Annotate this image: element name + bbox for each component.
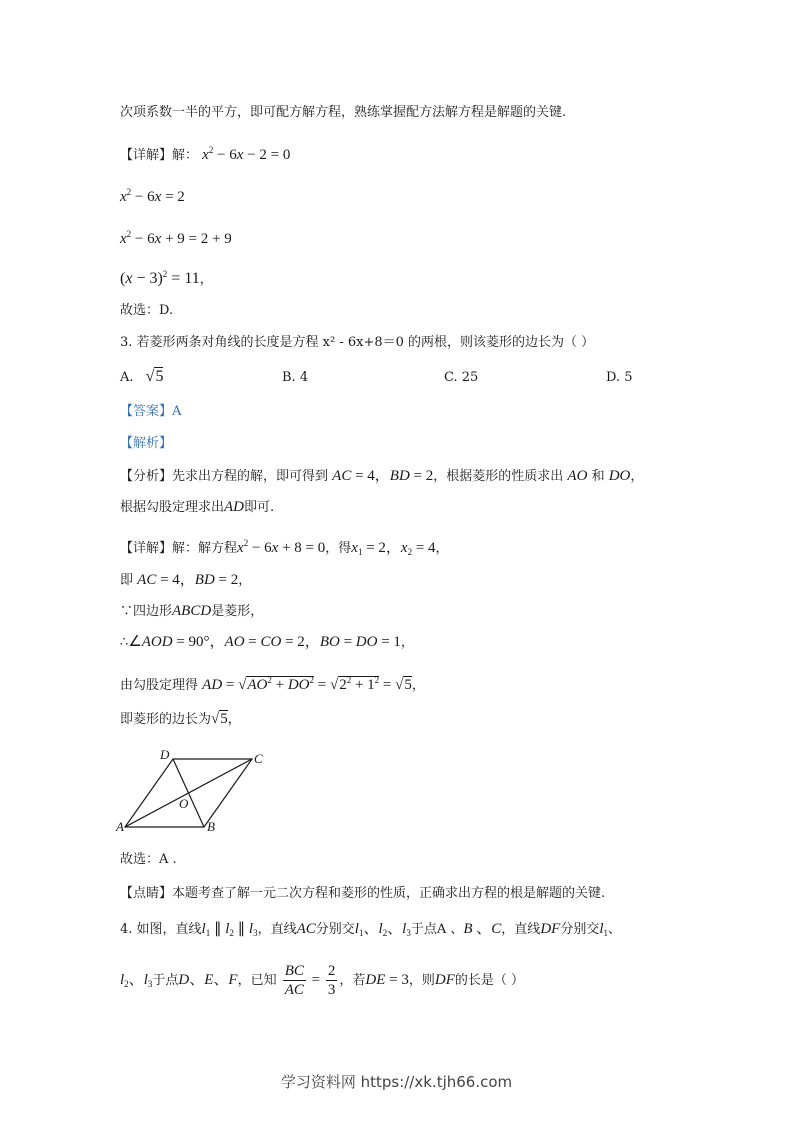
diagonal-bd [173, 759, 204, 827]
analysis-line: 根据勾股定理求出AD即可. [120, 499, 275, 515]
conclusion: 故选：A . [120, 852, 177, 867]
label-a: A [116, 819, 124, 834]
solution-line: 即菱形的边长为√5， [120, 711, 241, 727]
text-line: 次项系数一半的平方，即可配方解方程，熟练掌握配方法解方程是解题的关键. [120, 105, 567, 120]
solution-line: ∵四边形ABCD是菱形， [120, 603, 264, 619]
equation: $x^2 - 6x = 2$ [120, 187, 185, 205]
rhombus-figure [112, 745, 272, 840]
question-4: $l_2$、$l_3$于点D、E、F，已知 $\frac{BC}{AC}$ = $\frac{2}{3}$ ，若DE = 3，则DF的长是（ ） [120, 963, 525, 998]
solution-line [120, 140, 290, 166]
question-3: 3. 若菱形两条对角线的长度是方程 x² - 6x+8＝0 的两根，则该菱形的边长为（ ） [120, 335, 595, 350]
label-d: D [160, 747, 170, 762]
equation: $x^2 - 6x - 2 = 0$ [202, 145, 291, 163]
solution-line: ∴∠AOD = 90°，AO = CO = 2，BO = DO = 1， [120, 634, 414, 650]
option-d: D. 5 [606, 370, 633, 385]
equation: $x^2 - 6x + 9 = 2 + 9$ [120, 229, 232, 247]
conclusion: 故选：D. [120, 303, 174, 318]
solution-tag: 【详解】解： [120, 148, 199, 163]
solution-line: 即 AC = 4，BD = 2， [120, 572, 252, 588]
equation-line: $(x - 3)^2 = 11$， [120, 269, 213, 287]
analysis-line: 【分析】先求出方程的解，即可得到 AC = 4，BD = 2，根据菱形的性质求出 AO 和 DO， [120, 468, 644, 484]
comment: 【点睛】本题考查了解一元二次方程和菱形的性质，正确求出方程的根是解题的关键. [120, 886, 606, 901]
label-o: O [179, 796, 189, 811]
label-b: B [207, 819, 215, 834]
footer-watermark: 学习资料网 https://xk.tjh66.com [280, 1073, 513, 1091]
equation: $(x - 3)^2 = 11$ [120, 269, 200, 287]
answer-label: 【答案】A [120, 404, 182, 419]
fraction-bc-ac: $\frac{BC}{AC}$ [284, 963, 304, 998]
analysis-label: 【解析】 [120, 436, 173, 451]
question-4: 4. 如图，直线$l_1$ ∥ $l_2$ ∥ $l_3$，直线AC分别交$l_1$、$l_2$、$l_3$于点A 、B 、C，直线DF分别交$l_1$、 [120, 921, 622, 938]
option-c: C. 25 [444, 370, 479, 385]
solution-line: 由勾股定理得 AD = $√AO^2 + DO^2 = √2^2 + 1^2 = √5$， [120, 675, 425, 693]
solution-line: 【详解】解：解方程$x^2 - 6x + 8 = 0$，得$x_1 = 2$，$x_2 = 4$， [120, 538, 449, 557]
fraction-2-3: $\frac{2}{3}$ [327, 963, 336, 998]
option-a: A. √5 [120, 368, 164, 385]
option-b: B. 4 [282, 370, 309, 385]
label-c: C [254, 751, 263, 766]
